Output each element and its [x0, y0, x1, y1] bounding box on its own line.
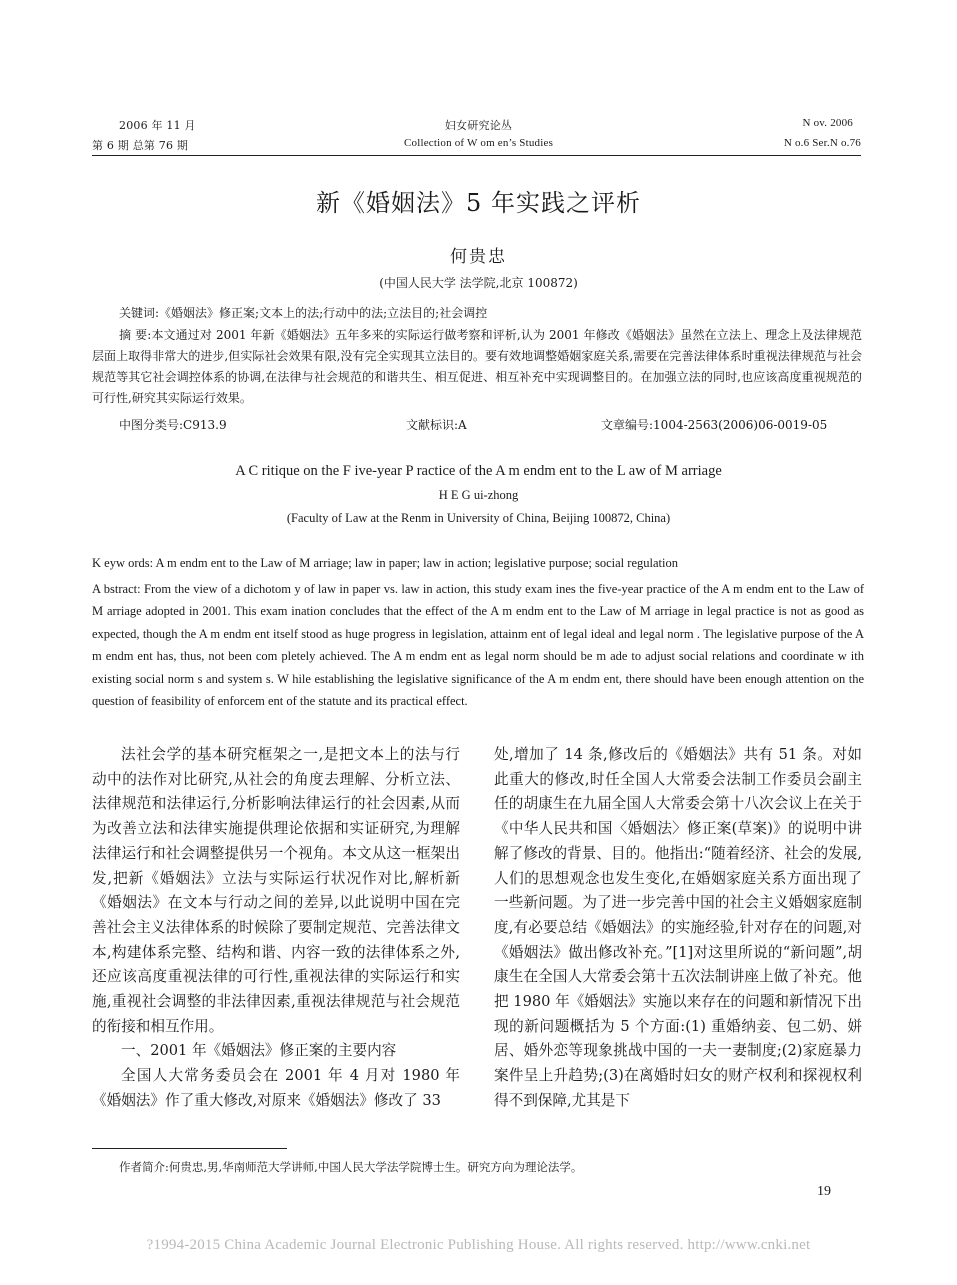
- header-issue-en: N o.6 Ser.N o.76: [783, 137, 861, 149]
- body-paragraph: 处,增加了 14 条,修改后的《婚姻法》共有 51 条。对如此重大的修改,时任全国人大常委会法制工作委员会副主任的胡康生在九届全国人大常委会第十八次会议上在关于《中华人民共和国〈婚姻法〉修正案(草案)》的说明中讲解了修改的背景、目的。他指出:“随着经济、社会的发展,人们的思想观念也发生变化,在婚姻家庭关系方面出现了一些新问题。为了进一步完善中国的社会主义婚姻家庭制度,有必要总结《婚姻法》的实施经验,针对存在的问题,对《婚姻法》做出修改补充。”[1]对这里所说的“新问题”,胡康生在全国人大常委会第十五次法制讲座上做了补充。他把 1980 年《婚姻法》实施以来存在的问题和新情况下出现的新问题概括为 5 个方面:(1) 重婚纳妾、包二奶、姘居、婚外恋等现象挑战中国的一夫一妻制度;(2)家庭暴力案件呈上升趋势;(3)在离婚时妇女的财产权利和探视权利得不到保障,尤其是下: [494, 746, 862, 1109]
- body-paragraph: 法社会学的基本研究框架之一,是把文本上的法与行动中的法作对比研究,从社会的角度去理解、分析立法、法律规范和法律运行,分析影响法律运行的社会因素,从而为改善立法和法律实施提供理论依据和实证研究,为理解法律运行和社会调整提供另一个视角。本文从这一框架出发,把新《婚姻法》立法与实际运行状况作对比,解析新《婚姻法》在文本与行动之间的差异,以此说明中国在完善社会主义法律体系的时候除了要制定规范、完善法律文本,构建体系完整、结构和谐、内容一致的法律体系之外,还应该高度重视法律的可行性,重视法律的实际运行和实施,重视社会调整的非法律因素,重视法律规范与社会规范的衔接和相互作用。: [92, 746, 460, 1035]
- body-left-column: [92, 743, 460, 1114]
- english-affiliation: (Faculty of Law at the Renm in University of China, Beijing 100872, China): [286, 511, 671, 525]
- english-title: A C ritique on the F ive-year P ractice of the A m endm ent to the L aw of M arriage: [235, 463, 722, 479]
- header-date-cn: 2006 年 11 月: [119, 119, 196, 132]
- article-title: 新《婚姻法》5 年实践之评析: [316, 189, 641, 217]
- footnote-rule: [92, 1148, 287, 1149]
- class-number: 中图分类号:C913.9: [119, 418, 227, 432]
- header-journal-cn: 妇女研究论丛: [444, 119, 513, 132]
- document-code: 文献标识:A: [406, 418, 467, 432]
- body-paragraph: 全国人大常务委员会在 2001 年 4 月对 1980 年《婚姻法》作了重大修改,对原来《婚姻法》修改了 33: [92, 1067, 460, 1109]
- english-keywords: K eyw ords: A m endm ent to the Law of M arriage; law in paper; law in action; legislative purpose; social regulation: [92, 556, 678, 570]
- page-number: 19: [817, 1184, 831, 1199]
- abstract-text: 本文通过对 2001 年新《婚姻法》五年多来的实际运行做考察和评析,认为 2001 年修改《婚姻法》虽然在立法上、理念上及法律规范层面上取得非常大的进步,但实际社会效果有限,没有完全实现其立法目的。要有效地调整婚姻家庭关系,需要在完善法律体系时重视法律规范与社会规范等其它社会调控体系的协调,在法律与社会规范的和谐共生、相互促进、相互补充中实现调整目的。在加强立法的同时,也应该高度重视规范的可行性,研究其实际运行效果。: [92, 328, 863, 405]
- abstract-label: 摘 要:: [119, 328, 152, 342]
- header-issue-cn: 第 6 期 总第 76 期: [92, 139, 189, 152]
- header-rule: [92, 155, 861, 156]
- article-affiliation: (中国人民大学 法学院,北京 100872): [379, 276, 578, 290]
- body-right-column: [494, 743, 862, 1114]
- english-author: H E G ui-zhong: [438, 488, 519, 502]
- abstract-cn: [92, 325, 862, 409]
- author-footnote: 作者简介:何贵忠,男,华南师范大学讲师,中国人民大学法学院博士生。研究方向为理论法学。: [119, 1160, 583, 1174]
- english-abstract: A bstract: From the view of a dichotom y of law in paper vs. law in action, this study exam ines the five-year practice of the A m endm ent to the Law of M arriage adopted in 2001. This exam ination concludes that the effect of the A m endm ent to the Law of M arriage in legal practice is not as good as expected, though the A m endm ent itself stood as huge progress in legislation, attainm ent of legal ideal and legal norm . The legislative purpose of the A m endm ent has, thus, not been com pletely achieved. The A m endm ent as legal norm should be m ade to adjust social relations and coordinate w ith existing social norm s and system s. W hile establishing the legislative significance of the A m endm ent, there should have been enough attention on the question of feasibility of enforcem ent of the statute and its practical effect.: [92, 582, 864, 709]
- header-date-en: N ov. 2006: [802, 117, 853, 129]
- article-author: 何贵忠: [450, 247, 507, 267]
- copyright-watermark: ?1994-2015 China Academic Journal Electronic Publishing House. All rights reserved. http://www.cnki.net: [146, 1237, 811, 1253]
- header-journal-en: Collection of W om en’s Studies: [403, 137, 554, 149]
- section-heading: 一、2001 年《婚姻法》修正案的主要内容: [121, 1042, 397, 1060]
- keywords-cn: 关键词:《婚姻法》修正案;文本上的法;行动中的法;立法目的;社会调控: [119, 306, 488, 320]
- article-number: 文章编号:1004-2563(2006)06-0019-05: [601, 418, 828, 432]
